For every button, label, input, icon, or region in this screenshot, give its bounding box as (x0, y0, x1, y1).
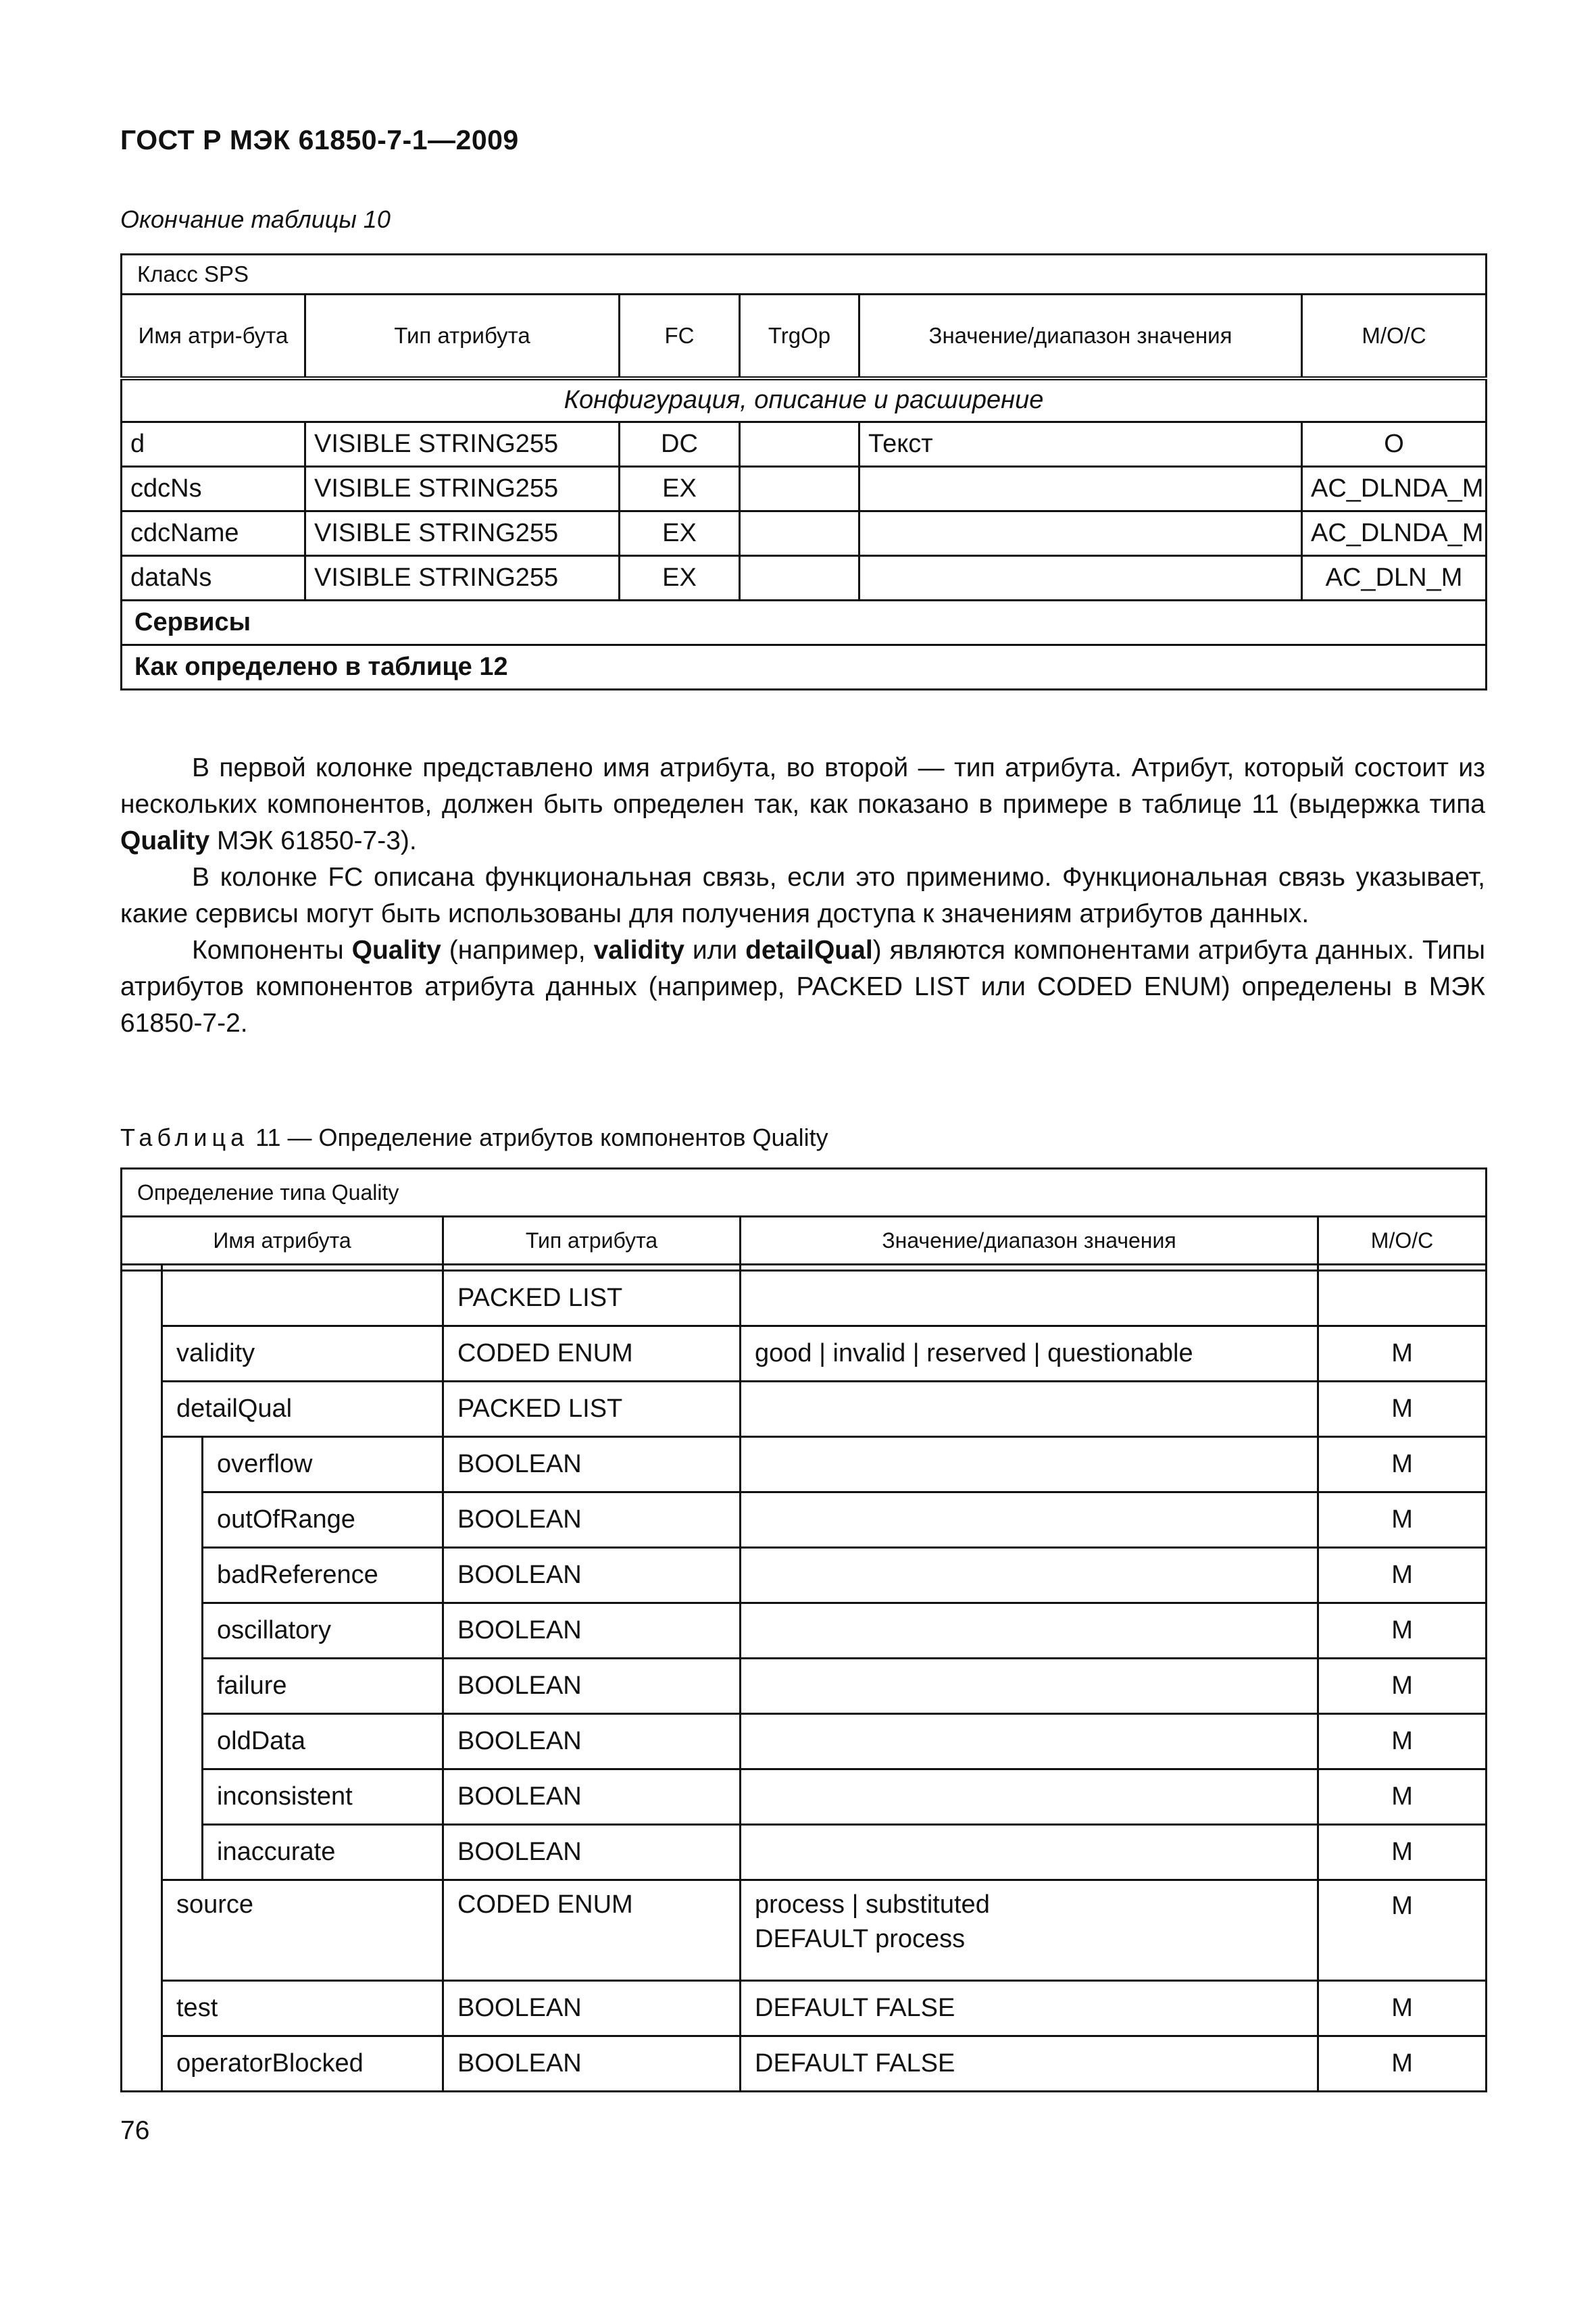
column-header: Тип атрибута (305, 295, 620, 378)
cell-type: BOOLEAN (443, 1492, 741, 1548)
cell-name: dataNs (122, 555, 305, 600)
cell-name: inaccurate (203, 1825, 443, 1880)
table-row (122, 1769, 1487, 1825)
cell-type: BOOLEAN (443, 1714, 741, 1769)
cell-moc: O (1302, 422, 1487, 466)
table-row (122, 2036, 1487, 2092)
cell-value: Текст (859, 422, 1302, 466)
cell-type: PACKED LIST (443, 1271, 741, 1326)
cell-value (859, 555, 1302, 600)
cell-value (859, 466, 1302, 511)
column-header: TrgOp (740, 295, 859, 378)
table-row (122, 1880, 1487, 1981)
section-title: Конфигурация, описание и расширение (122, 378, 1487, 422)
table-row (122, 1492, 1487, 1548)
cell-value: process | substituted DEFAULT process (741, 1880, 1318, 1981)
cell-value: good | invalid | reserved | questionable (741, 1326, 1318, 1382)
column-header: Значение/диапазон значения (859, 295, 1302, 378)
cell-value (741, 1548, 1318, 1603)
table-row (122, 1659, 1487, 1714)
cell-value (741, 1437, 1318, 1492)
cell-name: outOfRange (203, 1492, 443, 1548)
cell-trgop (740, 511, 859, 555)
table-row (122, 1326, 1487, 1382)
cell-moc: M (1318, 1659, 1487, 1714)
cell-moc: M (1318, 1825, 1487, 1880)
body-text (120, 750, 1485, 1042)
cell-trgop (740, 466, 859, 511)
table-row (122, 1825, 1487, 1880)
cell-value (741, 1769, 1318, 1825)
cell-moc: M (1318, 1437, 1487, 1492)
cell-value (741, 1492, 1318, 1548)
cell-value (741, 1714, 1318, 1769)
table-row (122, 511, 1487, 555)
table-10-caption: Окончание таблицы 10 (120, 205, 391, 233)
column-header: Значение/диапазон значения (741, 1217, 1318, 1265)
cell-name: failure (203, 1659, 443, 1714)
cell-moc: M (1318, 1714, 1487, 1769)
cell-value: DEFAULT FALSE (741, 2036, 1318, 2092)
services-reference: Как определено в таблице 12 (122, 645, 1487, 689)
cell-name: cdcNs (122, 466, 305, 511)
cell-type: BOOLEAN (443, 1659, 741, 1714)
table-row (122, 1437, 1487, 1492)
cell-name: oldData (203, 1714, 443, 1769)
cell-value: DEFAULT FALSE (741, 1981, 1318, 2036)
column-header: M/O/C (1318, 1217, 1487, 1265)
cell-moc: AC_DLNDA_M (1302, 511, 1487, 555)
cell-fc: EX (620, 466, 740, 511)
column-header: Имя атри-бута (122, 295, 305, 378)
cell-fc: EX (620, 555, 740, 600)
cell-value (859, 511, 1302, 555)
cell-moc: M (1318, 1492, 1487, 1548)
cell-name: detailQual (162, 1382, 443, 1437)
table-row (122, 1382, 1487, 1437)
cell-type: VISIBLE STRING255 (305, 422, 620, 466)
column-header: FC (620, 295, 740, 378)
cell-value (741, 1271, 1318, 1326)
cell-moc: M (1318, 1548, 1487, 1603)
paragraph-3: Компоненты Quality (например, validity или detailQual) являются компонентами атрибута данных. Типы атрибутов компонентов атрибута данных (например, PACKED LIST или CODED ENUM) определены в МЭК 61850-7-2. (120, 936, 1486, 1038)
cell-moc: AC_DLNDA_M (1302, 466, 1487, 511)
page-header: ГОСТ Р МЭК 61850-7-1—2009 (120, 124, 519, 155)
table-11-class-label: Определение типа Quality (122, 1169, 1487, 1217)
cell-value (741, 1659, 1318, 1714)
cell-type: BOOLEAN (443, 1603, 741, 1659)
table-row (122, 555, 1487, 600)
cell-moc: M (1318, 1603, 1487, 1659)
table-11 (120, 1167, 1487, 2092)
paragraph-2: В колонке FC описана функциональная связь, если это применимо. Функциональная связь указывает, какие сервисы могут быть использованы для получения доступа к значениям атрибутов данных. (120, 863, 1485, 928)
cell-type: BOOLEAN (443, 1437, 741, 1492)
cell-type: BOOLEAN (443, 1548, 741, 1603)
cell-moc (1318, 1271, 1487, 1326)
column-header: M/O/C (1302, 295, 1487, 378)
paragraph-1: В первой колонке представлено имя атрибута, во второй — тип атрибута. Атрибут, который состоит из нескольких компонентов, должен быть определен так, как показано в примере в таблице 11 (выдержка типа Quality МЭК 61850-7-3). (120, 753, 1485, 855)
cell-type: VISIBLE STRING255 (305, 466, 620, 511)
cell-trgop (740, 422, 859, 466)
page-number: 76 (120, 2116, 150, 2145)
cell-value (741, 1382, 1318, 1437)
cell-type: BOOLEAN (443, 1825, 741, 1880)
cell-value (741, 1603, 1318, 1659)
table-row (122, 466, 1487, 511)
cell-moc: M (1318, 1880, 1487, 1981)
cell-fc: EX (620, 511, 740, 555)
cell-type: BOOLEAN (443, 1981, 741, 2036)
cell-type: VISIBLE STRING255 (305, 511, 620, 555)
cell-trgop (740, 555, 859, 600)
cell-moc: M (1318, 1382, 1487, 1437)
table-10 (120, 253, 1487, 690)
cell-moc: M (1318, 1981, 1487, 2036)
cell-name: validity (162, 1326, 443, 1382)
services-label: Сервисы (122, 600, 1487, 645)
cell-name (162, 1271, 443, 1326)
cell-type: VISIBLE STRING255 (305, 555, 620, 600)
table-row (122, 422, 1487, 466)
cell-type: BOOLEAN (443, 1769, 741, 1825)
table-row (122, 1714, 1487, 1769)
cell-type: CODED ENUM (443, 1880, 741, 1981)
cell-type: BOOLEAN (443, 2036, 741, 2092)
table-11-caption: Таблица 11 — Определение атрибутов компонентов Quality (120, 1124, 828, 1151)
table-row (122, 1548, 1487, 1603)
cell-type: CODED ENUM (443, 1326, 741, 1382)
cell-name: test (162, 1981, 443, 2036)
cell-fc: DC (620, 422, 740, 466)
cell-name: d (122, 422, 305, 466)
column-header: Имя атрибута (122, 1217, 443, 1265)
cell-name: inconsistent (203, 1769, 443, 1825)
cell-moc: M (1318, 1769, 1487, 1825)
cell-value (741, 1825, 1318, 1880)
table-10-class-label: Класс SPS (122, 255, 1487, 295)
cell-type: PACKED LIST (443, 1382, 741, 1437)
table-row (122, 1603, 1487, 1659)
cell-name: operatorBlocked (162, 2036, 443, 2092)
cell-name: source (162, 1880, 443, 1981)
cell-name: oscillatory (203, 1603, 443, 1659)
cell-moc: M (1318, 1326, 1487, 1382)
table-row (122, 1981, 1487, 2036)
cell-name: overflow (203, 1437, 443, 1492)
column-header: Тип атрибута (443, 1217, 741, 1265)
cell-moc: M (1318, 2036, 1487, 2092)
cell-name: cdcName (122, 511, 305, 555)
cell-name: badReference (203, 1548, 443, 1603)
table-row (122, 1271, 1487, 1326)
cell-moc: AC_DLN_M (1302, 555, 1487, 600)
